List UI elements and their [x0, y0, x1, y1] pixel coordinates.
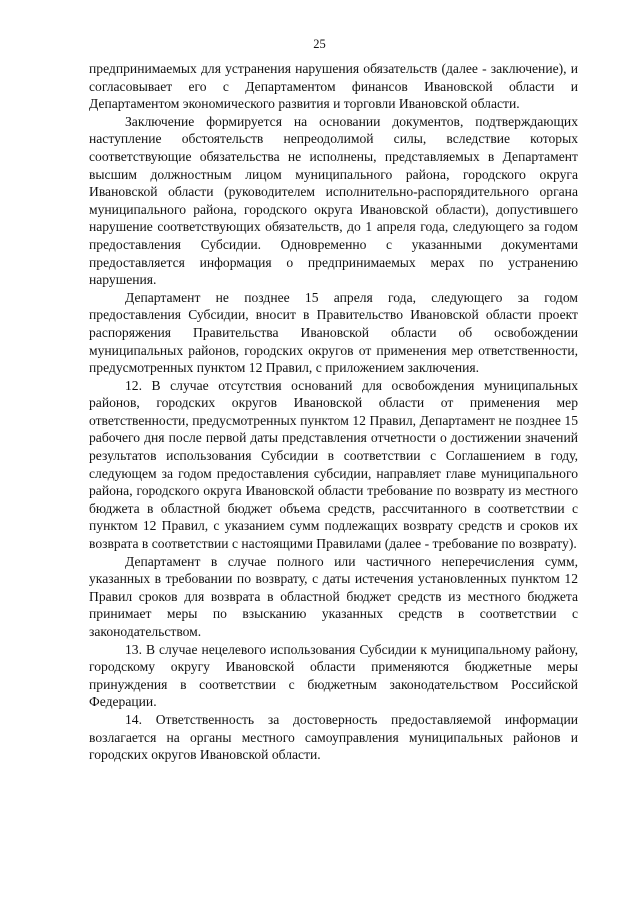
document-body	[89, 60, 578, 764]
page-number: 25	[313, 37, 326, 51]
paragraph-item-12: 12. В случае отсутствия оснований для освобождения муниципальных районов, городских округов Ивановской области от применения мер ответственности, предусмотренных пунктом 12 Правил, Департамент не позднее 15 рабочего дня после первой даты представления отчетности о достижении значений результатов использования Субсидии в соответствии с Соглашением в году, следующем за годом предоставления субсидии, направляет главе муниципального района, городского округа Ивановской области требование по возврату из местного бюджета в областной бюджет объема средств, рассчитанного в соответствии с пунктом 12 Правил, с указанием сумм подлежащих возврату средств и сроков их возврата в соответствии с настоящими Правилами (далее - требование по возврату).	[89, 377, 578, 552]
paragraph-conclusion-basis: Заключение формируется на основании документов, подтверждающих наступление обстоятельств непреодолимой силы, вследствие которых соответствующие обязательства не исполнены, представляемых в Департамент высшим должностным лицом муниципального района, городского округа Ивановской области (руководителем исполнительно-распорядительного органа муниципального района, городского округа Ивановской области), допустившего нарушение соответствующих обязательств, до 1 апреля года, следующего за годом предоставления Субсидии. Одновременно с указанными документами предоставляется информация о предпринимаемых мерах по устранению нарушения.	[89, 113, 578, 288]
paragraph-item-13: 13. В случае нецелевого использования Субсидии к муниципальному району, городскому округу Ивановской области применяются бюджетные меры принуждения в соответствии с бюджетным законодательством Российской Федерации.	[89, 641, 578, 710]
paragraph-continuation: предпринимаемых для устранения нарушения обязательств (далее - заключение), и согласовывает его с Департаментом финансов Ивановской области и Департаментом экономического развития и торговли Ивановской области.	[89, 61, 578, 112]
paragraph-item-14: 14. Ответственность за достоверность предоставляемой информации возлагается на органы местного самоуправления муниципальных районов и городских округов Ивановской области.	[89, 711, 578, 763]
paragraph-department-deadline: Департамент не позднее 15 апреля года, следующего за годом предоставления Субсидии, вносит в Правительство Ивановской области проект распоряжения Правительства Ивановской области об освобождении муниципальных районов, городских округов от применения мер ответственности, предусмотренных пунктом 12 Правил, с приложением заключения.	[89, 289, 578, 376]
paragraph-non-transfer: Департамент в случае полного или частичного неперечисления сумм, указанных в требовании по возврату, с даты истечения установленных пунктом 12 Правил сроков для возврата в областной бюджет средств из местного бюджета принимает меры по взысканию указанных средств в соответствии с законодательством.	[89, 553, 578, 639]
